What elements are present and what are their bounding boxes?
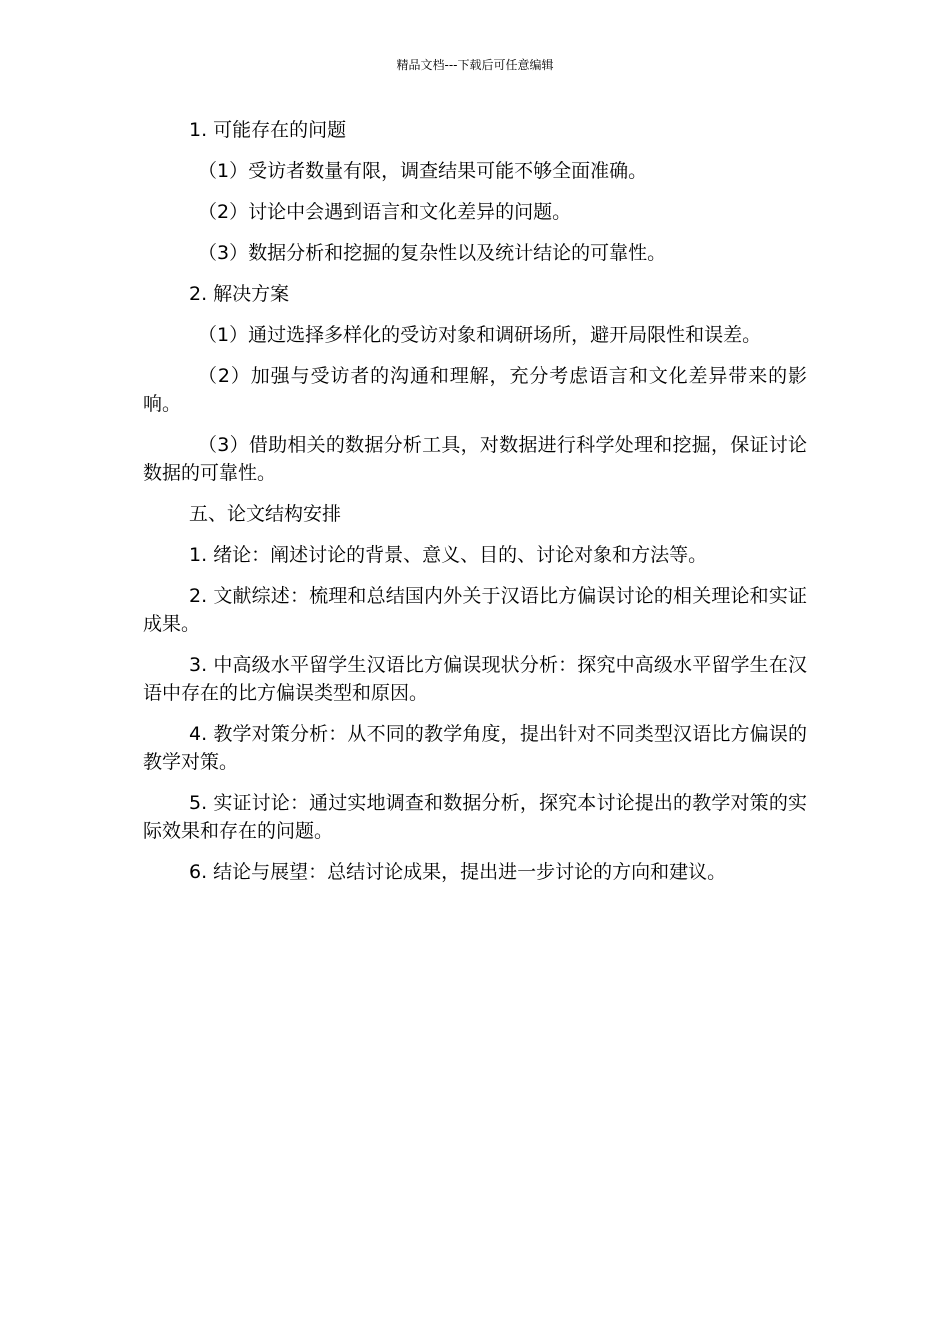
paragraph-5: 2. 解决方案 [189, 283, 290, 305]
paragraph-11: 2. 文献综述：梳理和总结国内外关于汉语比方偏误讨论的相关理论和实证成果。 [143, 585, 807, 635]
paragraph-6: （1）通过选择多样化的受访对象和调研场所，避开局限性和误差。 [198, 324, 762, 346]
paragraph-10: 1. 绪论：阐述讨论的背景、意义、目的、讨论对象和方法等。 [189, 544, 708, 566]
paragraph-14: 5. 实证讨论：通过实地调查和数据分析，探究本讨论提出的教学对策的实际效果和存在的问题。 [143, 792, 807, 842]
paragraph-7: （2）加强与受访者的沟通和理解，充分考虑语言和文化差异带来的影响。 [143, 365, 807, 415]
paragraph-9: 五、论文结构安排 [189, 503, 342, 525]
paragraph-4: （3）数据分析和挖掘的复杂性以及统计结论的可靠性。 [198, 242, 667, 264]
paragraph-13: 4. 教学对策分析：从不同的教学角度，提出针对不同类型汉语比方偏误的教学对策。 [143, 723, 807, 773]
paragraph-15: 6. 结论与展望：总结讨论成果，提出进一步讨论的方向和建议。 [189, 861, 727, 883]
paragraph-1: 1. 可能存在的问题 [189, 119, 347, 141]
document-body [143, 116, 807, 899]
paragraph-12: 3. 中高级水平留学生汉语比方偏误现状分析：探究中高级水平留学生在汉语中存在的比方偏误类型和原因。 [143, 654, 807, 704]
page-header: 精品文档---下载后可任意编辑 [396, 58, 554, 72]
paragraph-2: （1）受访者数量有限，调查结果可能不够全面准确。 [198, 160, 648, 182]
paragraph-8: （3）借助相关的数据分析工具，对数据进行科学处理和挖掘，保证讨论数据的可靠性。 [143, 434, 807, 484]
paragraph-3: （2）讨论中会遇到语言和文化差异的问题。 [198, 201, 572, 223]
